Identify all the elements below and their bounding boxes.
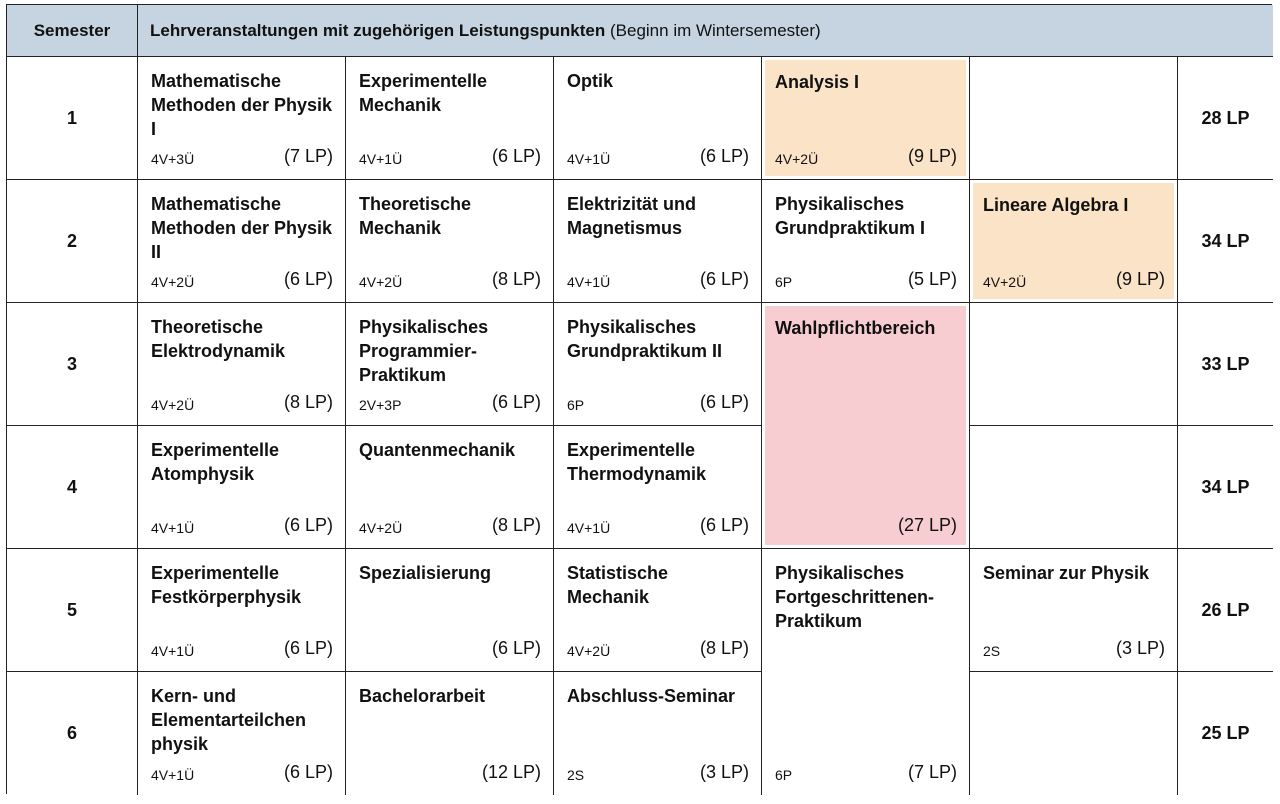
course-cell: [138, 57, 346, 180]
course-lp: (7 LP): [283, 146, 333, 166]
course-name: Experimentelle Festkörperphysik: [151, 563, 302, 607]
course-name: Elektrizität und Magnetismus: [567, 194, 697, 238]
empty-cell: [970, 303, 1178, 426]
course-code: 2S: [567, 767, 585, 783]
course-lp: (6 LP): [491, 146, 541, 166]
course-name: Physikalisches Programmier-Praktikum: [359, 317, 489, 385]
course-cell: [554, 57, 762, 180]
math-course-box: [765, 60, 966, 176]
course-name: Physikalisches Grundpraktikum I: [775, 194, 926, 238]
course-lp: (8 LP): [699, 638, 749, 658]
course-cell: [554, 303, 762, 426]
course-name: Physikalisches Fortgeschrittenen-Praktikum: [775, 563, 935, 631]
course-lp: (8 LP): [491, 269, 541, 289]
course-code: 4V+1Ü: [151, 643, 195, 659]
course-name: Statistische Mechanik: [567, 563, 669, 607]
course-code: 4V+2Ü: [151, 397, 195, 413]
course-code: 4V+1Ü: [151, 767, 195, 783]
course-name: Abschluss-Seminar: [567, 686, 736, 706]
course-lp: (6 LP): [699, 515, 749, 535]
course-code: 2S: [983, 643, 1001, 659]
course-name: Analysis I: [775, 72, 860, 92]
semester-number: 2: [7, 180, 138, 303]
course-name: Mathematische Methoden der Physik I: [151, 71, 333, 139]
course-name: Lineare Algebra I: [983, 195, 1129, 215]
semester-total: 26 LP: [1178, 549, 1273, 672]
course-lp: (9 LP): [1115, 269, 1165, 289]
course-code: 4V+1Ü: [151, 520, 195, 536]
course-cell: [138, 180, 346, 303]
course-lp: (12 LP): [481, 762, 541, 782]
table-title: [138, 5, 1273, 57]
course-cell: [138, 549, 346, 672]
empty-cell: [970, 672, 1178, 795]
semester-total: 34 LP: [1178, 180, 1273, 303]
semester-total: 28 LP: [1178, 57, 1273, 180]
curriculum-table: [6, 4, 1272, 794]
course-cell: [554, 180, 762, 303]
course-name: Experimentelle Mechanik: [359, 71, 488, 115]
course-lp: (6 LP): [283, 515, 333, 535]
course-cell: [138, 426, 346, 549]
course-cell: [554, 426, 762, 549]
course-cell: [346, 57, 554, 180]
course-lp: (6 LP): [491, 392, 541, 412]
empty-cell: [970, 426, 1178, 549]
course-lp: (6 LP): [699, 269, 749, 289]
course-code: 6P: [775, 274, 793, 290]
course-code: 4V+1Ü: [567, 274, 611, 290]
course-name: Theoretische Elektrodynamik: [151, 317, 286, 361]
course-cell: [346, 672, 554, 795]
course-lp: (5 LP): [907, 269, 957, 289]
course-lp: (8 LP): [491, 515, 541, 535]
math-course-box: [973, 183, 1174, 299]
course-cell: [138, 303, 346, 426]
semester-total: 33 LP: [1178, 303, 1273, 426]
course-cell: [554, 549, 762, 672]
course-name: Optik: [567, 71, 614, 91]
course-code: 2V+3P: [359, 397, 402, 413]
table-title-note: (Beginn im Wintersemester): [610, 20, 821, 40]
advanced-lab-cell: [762, 549, 970, 795]
course-name: Seminar zur Physik: [983, 563, 1150, 583]
empty-cell: [970, 57, 1178, 180]
semester-header: Semester: [7, 5, 138, 57]
course-code: 4V+2Ü: [359, 520, 403, 536]
elective-cell: [762, 303, 970, 549]
course-name: Theoretische Mechanik: [359, 194, 472, 238]
semester-number: 4: [7, 426, 138, 549]
course-lp: (9 LP): [907, 146, 957, 166]
course-lp: (6 LP): [491, 638, 541, 658]
course-lp: (3 LP): [1115, 638, 1165, 658]
course-cell: [138, 672, 346, 795]
course-name: Experimentelle Atomphysik: [151, 440, 280, 484]
course-code: 4V+2Ü: [359, 274, 403, 290]
course-lp: (7 LP): [907, 762, 957, 782]
semester-number: 6: [7, 672, 138, 795]
course-code: 4V+3Ü: [151, 151, 195, 167]
course-cell: [346, 180, 554, 303]
course-lp: (6 LP): [699, 392, 749, 412]
semester-total: 25 LP: [1178, 672, 1273, 795]
semester-number: 1: [7, 57, 138, 180]
course-name: Kern- und Elementarteilchen physik: [151, 686, 307, 754]
course-code: 4V+2Ü: [983, 274, 1027, 290]
course-code: 4V+1Ü: [567, 151, 611, 167]
course-name: Mathematische Methoden der Physik II: [151, 194, 333, 262]
semester-number: 5: [7, 549, 138, 672]
course-code: 4V+1Ü: [359, 151, 403, 167]
course-lp: (6 LP): [283, 269, 333, 289]
course-cell: [970, 549, 1178, 672]
elective-lp: (27 LP): [897, 515, 957, 535]
course-code: 4V+2Ü: [775, 151, 819, 167]
course-lp: (6 LP): [283, 762, 333, 782]
course-cell: [762, 180, 970, 303]
course-cell: [346, 426, 554, 549]
course-cell: [346, 303, 554, 426]
course-lp: (6 LP): [283, 638, 333, 658]
course-code: 4V+2Ü: [151, 274, 195, 290]
course-code: 6P: [775, 767, 793, 783]
course-lp: (6 LP): [699, 146, 749, 166]
course-name: Physikalisches Grundpraktikum II: [567, 317, 723, 361]
course-name: Spezialisierung: [359, 563, 492, 583]
course-code: 4V+2Ü: [567, 643, 611, 659]
semester-number: 3: [7, 303, 138, 426]
course-name: Bachelorarbeit: [359, 686, 486, 706]
course-code: 6P: [567, 397, 585, 413]
course-cell: [554, 672, 762, 795]
elective-box: [765, 306, 966, 545]
semester-total: 34 LP: [1178, 426, 1273, 549]
course-lp: (8 LP): [283, 392, 333, 412]
course-code: 4V+1Ü: [567, 520, 611, 536]
elective-name: Wahlpflichtbereich: [775, 318, 936, 338]
course-lp: (3 LP): [699, 762, 749, 782]
course-cell: [346, 549, 554, 672]
course-cell-math: [970, 180, 1178, 303]
course-name: Experimentelle Thermodynamik: [567, 440, 707, 484]
table-title-main: Lehrveranstaltungen mit zugehörigen Leistungspunkten: [150, 20, 606, 40]
course-name: Quantenmechanik: [359, 440, 516, 460]
course-cell-math: [762, 57, 970, 180]
